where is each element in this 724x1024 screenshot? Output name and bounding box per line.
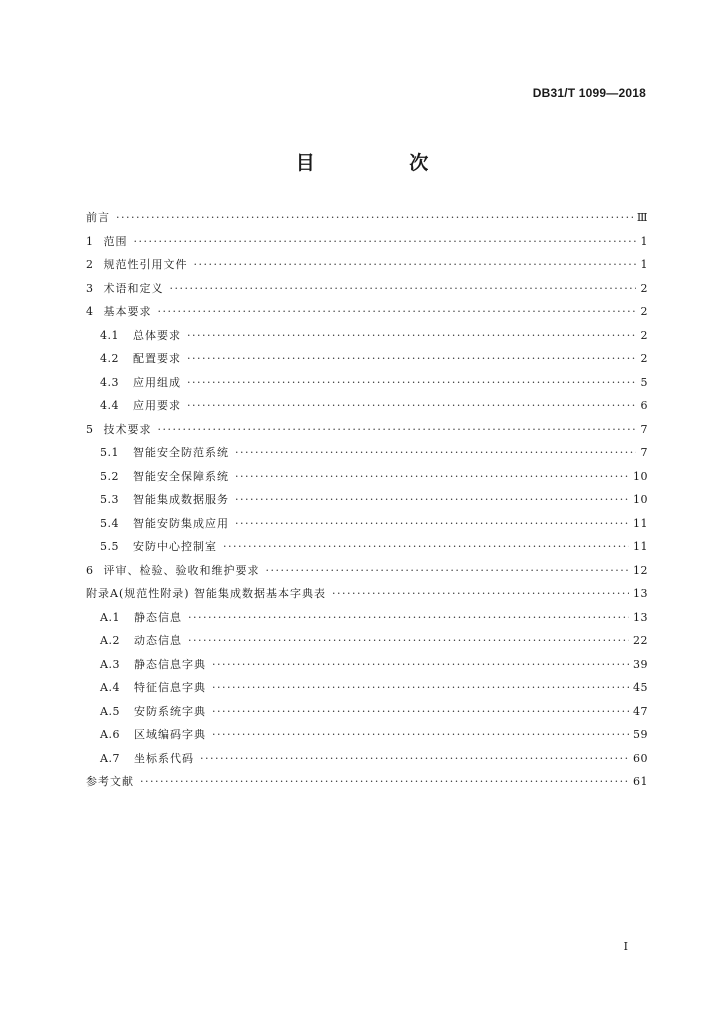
toc-entry-page: 61 — [633, 775, 648, 788]
toc-dot-leader — [188, 606, 629, 630]
toc-entry-page: 59 — [633, 728, 648, 741]
toc-entry-number: 1 — [86, 234, 94, 248]
toc-entry-title: 参考文献 — [86, 775, 134, 788]
toc-dot-leader — [235, 441, 636, 465]
toc-dot-leader — [140, 770, 629, 794]
toc-entry-title: 范围 — [103, 234, 128, 248]
toc-entry-page: 13 — [633, 610, 648, 624]
toc-entry-title: 配置要求 — [133, 352, 181, 365]
toc-entry-title: 动态信息 — [133, 634, 182, 647]
toc-entry[interactable] — [86, 535, 648, 559]
toc-entry[interactable] — [86, 606, 648, 630]
toc-entry-number: 4.2 — [100, 352, 119, 365]
toc-entry-title: 评审、检验、验收和维护要求 — [103, 563, 260, 577]
toc-entry[interactable] — [86, 230, 648, 254]
toc-entry-title: 区域编码字典 — [133, 728, 206, 741]
toc-dot-leader — [116, 206, 633, 230]
toc-entry-number: 4 — [86, 305, 94, 318]
toc-entry-title: 智能安全保障系统 — [133, 469, 229, 483]
toc-entry-title: 静态信息字典 — [133, 657, 206, 671]
toc-entry[interactable] — [86, 512, 648, 536]
toc-entry[interactable] — [86, 488, 648, 512]
toc-entry-title: 应用组成 — [133, 375, 181, 389]
toc-entry-number: 4.1 — [100, 328, 119, 342]
toc-dot-leader — [200, 747, 629, 771]
toc-entry[interactable] — [86, 347, 648, 371]
page-title: 目 次 — [295, 152, 473, 174]
toc-entry-page: 45 — [633, 681, 648, 694]
toc-entry-page: Ⅲ — [636, 211, 648, 224]
toc-dot-leader — [134, 230, 637, 254]
toc-entry-page: 12 — [633, 563, 648, 577]
table-of-contents — [86, 206, 648, 794]
toc-dot-leader — [187, 324, 636, 348]
toc-entry[interactable] — [86, 700, 648, 724]
toc-entry-page: 2 — [640, 305, 648, 318]
toc-dot-leader — [332, 582, 629, 606]
toc-dot-leader — [223, 535, 629, 559]
toc-entry[interactable] — [86, 253, 648, 277]
toc-entry-page: 7 — [640, 446, 648, 459]
toc-entry-number: 5.5 — [100, 540, 119, 553]
toc-entry-page: 11 — [633, 540, 648, 553]
toc-entry[interactable] — [86, 371, 648, 395]
toc-entry-number: A.2 — [100, 634, 120, 647]
toc-dot-leader — [235, 488, 629, 512]
toc-entry-number: 6 — [86, 563, 94, 577]
toc-entry-page: 10 — [633, 493, 648, 506]
toc-entry-title: 前言 — [86, 211, 110, 224]
toc-entry-title: 术语和定义 — [103, 281, 164, 295]
toc-entry-page: 2 — [640, 281, 648, 295]
footer-page-number: I — [623, 940, 628, 953]
toc-entry-page: 60 — [633, 751, 648, 765]
toc-entry-number: 5.4 — [100, 516, 119, 530]
toc-entry[interactable] — [86, 465, 648, 489]
toc-entry-number: A.6 — [100, 728, 120, 741]
toc-entry-title: 智能安全防范系统 — [133, 446, 229, 459]
toc-entry[interactable] — [86, 394, 648, 418]
toc-entry-page: 39 — [633, 657, 648, 671]
toc-entry-number: A.5 — [100, 704, 120, 718]
toc-entry-number: 5.3 — [100, 493, 119, 506]
toc-entry-page: 1 — [640, 258, 648, 271]
toc-entry-page: 10 — [633, 469, 648, 483]
toc-dot-leader — [212, 653, 629, 677]
toc-entry-title: 智能安防集成应用 — [133, 516, 229, 530]
toc-entry[interactable] — [86, 747, 648, 771]
toc-entry-number: 2 — [86, 258, 94, 271]
toc-dot-leader — [188, 629, 629, 653]
toc-entry[interactable] — [86, 676, 648, 700]
toc-entry[interactable] — [86, 277, 648, 301]
toc-dot-leader — [212, 723, 629, 747]
toc-entry-page: 11 — [633, 516, 648, 530]
toc-entry[interactable] — [86, 206, 648, 230]
toc-entry[interactable] — [86, 653, 648, 677]
toc-entry-number: 3 — [86, 281, 94, 295]
toc-entry-title: 安防中心控制室 — [133, 540, 217, 553]
toc-entry-page: 5 — [640, 375, 648, 389]
toc-entry[interactable] — [86, 441, 648, 465]
toc-entry-number: 5.1 — [100, 446, 119, 459]
toc-entry-page: 22 — [633, 634, 648, 647]
toc-entry[interactable] — [86, 723, 648, 747]
toc-dot-leader — [212, 676, 629, 700]
toc-entry-title: 总体要求 — [133, 328, 181, 342]
toc-entry-number: 5.2 — [100, 469, 119, 483]
toc-dot-leader — [170, 277, 637, 301]
toc-entry-page: 7 — [640, 422, 648, 436]
toc-entry-title: 特征信息字典 — [133, 681, 206, 694]
toc-dot-leader — [187, 394, 636, 418]
toc-entry[interactable] — [86, 324, 648, 348]
toc-entry-number: A.1 — [100, 610, 120, 624]
toc-entry[interactable] — [86, 582, 648, 606]
toc-dot-leader — [187, 347, 636, 371]
toc-dot-leader — [158, 418, 637, 442]
toc-entry-number: A.4 — [100, 681, 120, 694]
toc-entry-number: 4.4 — [100, 399, 119, 412]
toc-dot-leader — [187, 371, 636, 395]
toc-entry-number: A.3 — [100, 657, 120, 671]
toc-entry-page: 13 — [633, 587, 648, 600]
toc-entry-number: 5 — [86, 422, 94, 436]
toc-dot-leader — [194, 253, 637, 277]
document-code: DB31/T 1099—2018 — [532, 86, 646, 100]
toc-entry-number: 4.3 — [100, 375, 119, 389]
toc-entry-title: 基本要求 — [103, 305, 152, 318]
toc-entry-title: 静态信息 — [133, 610, 182, 624]
toc-dot-leader — [212, 700, 629, 724]
toc-entry[interactable] — [86, 300, 648, 324]
toc-entry-title: 应用要求 — [133, 399, 181, 412]
toc-entry-page: 2 — [640, 328, 648, 342]
toc-entry-title: 智能集成数据服务 — [133, 493, 229, 506]
toc-entry-title: 规范性引用文件 — [103, 258, 188, 271]
toc-entry-title: 技术要求 — [103, 422, 152, 436]
toc-entry-number: A.7 — [100, 751, 120, 765]
toc-entry-title: 坐标系代码 — [133, 751, 194, 765]
toc-entry-page: 47 — [633, 704, 648, 718]
toc-entry[interactable] — [86, 559, 648, 583]
toc-entry-title: 安防系统字典 — [133, 704, 206, 718]
toc-entry-title: 附录A(规范性附录) 智能集成数据基本字典表 — [86, 587, 327, 600]
toc-dot-leader — [158, 300, 637, 324]
toc-entry[interactable] — [86, 629, 648, 653]
toc-dot-leader — [235, 465, 629, 489]
toc-entry-page: 1 — [640, 234, 648, 248]
toc-entry-page: 2 — [640, 352, 648, 365]
toc-dot-leader — [266, 559, 630, 583]
toc-entry-page: 6 — [640, 399, 648, 412]
toc-entry[interactable] — [86, 418, 648, 442]
toc-dot-leader — [235, 512, 629, 536]
toc-entry[interactable] — [86, 770, 648, 794]
